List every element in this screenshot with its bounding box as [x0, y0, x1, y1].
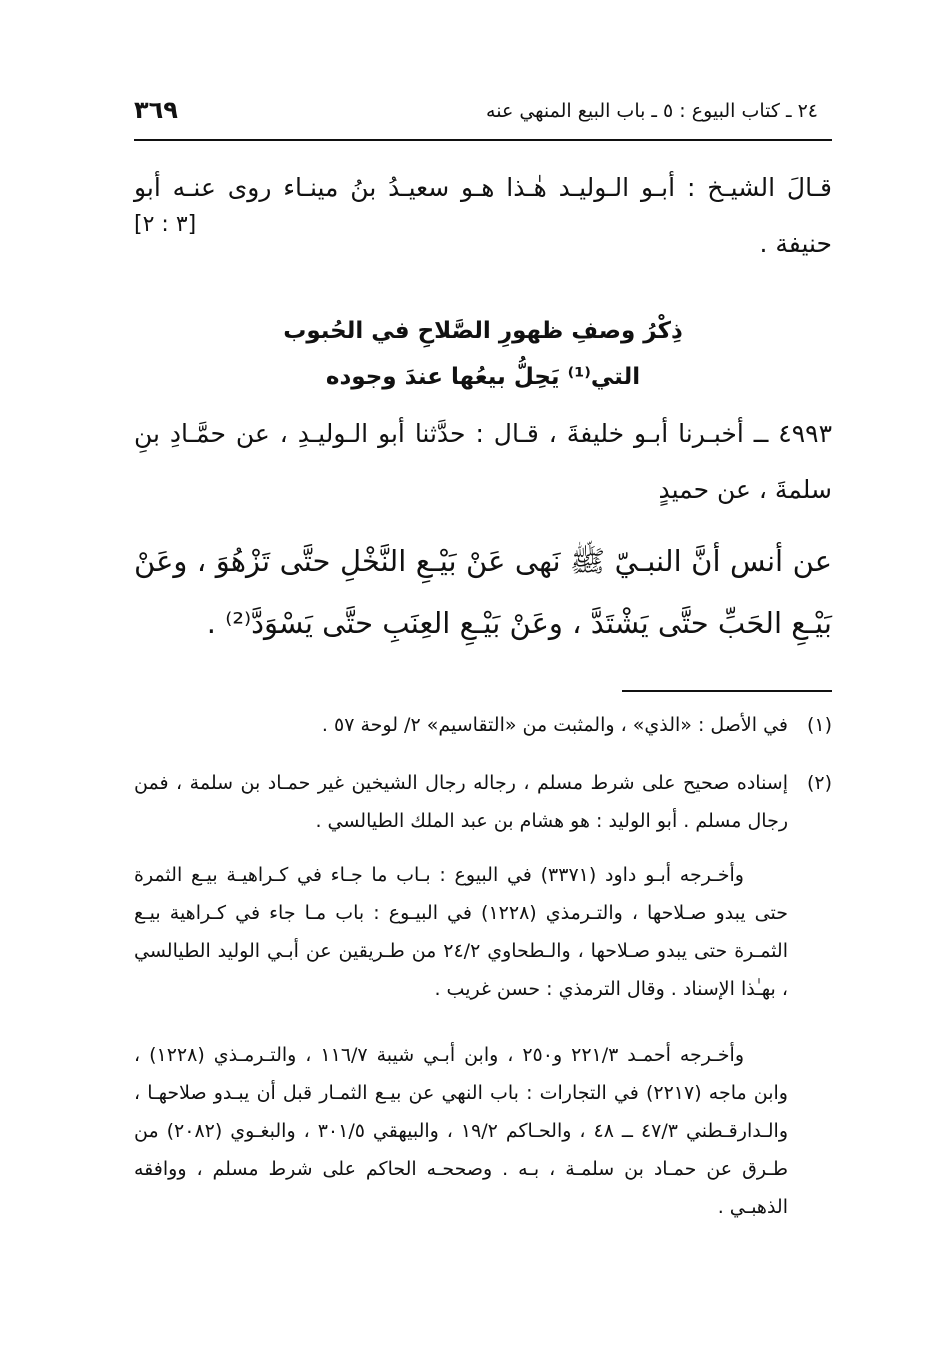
page-header	[134, 96, 818, 136]
hadith-isnad	[134, 406, 832, 518]
footnote-1-text: في الأصل : «الذي» ، والمثبت من «التقاسيم» ٢/ لوحة ٥٧ .	[321, 714, 788, 736]
isnad-text: ٤٩٩٣ ــ أخبـرنا أبـو خليفةَ ، قـال : حدَّثنا أبو الـوليـدِ ، عن حمَّـادِ بنِ سلمةَ ، عن حميدٍ	[134, 419, 832, 504]
opening-text: قـالَ الشيـخ : أبـو الـوليـد هٰـذا هـو سعيـدُ بنُ مينـاء روى عنـه أبو حنيفة .	[134, 173, 832, 258]
matn-text: عن أنس أنَّ النبـيّ ﷺ نَهى عَنْ بَيْـعِ النَّخْلِ حتَّى تَزْهُوَ ، وعَنْ بَيْـعِ الحَبِّ حتَّى يَشْتَدَّ ، وعَنْ بَيْـعِ العِنَبِ حتَّى يَسْوَدَّ⁽²⁾ .	[134, 544, 832, 640]
reference-tag: [٣ : ٢]	[134, 212, 197, 237]
opening-paragraph	[134, 160, 832, 272]
footnote-2-number: (٢)	[806, 772, 832, 794]
page-number: ٣٦٩	[134, 96, 178, 124]
footnote-2-paragraph-2	[134, 1036, 832, 1226]
footnote-rule	[622, 690, 832, 692]
footnote-1	[134, 706, 832, 744]
section-title-line-2: التي⁽¹⁾ يَحِلُّ بيعُها عندَ وجوده	[325, 364, 641, 390]
footnote-2-paragraph-1-text: وأخـرجه أبـو داود (٣٣٧١) في البيوع : بـاب ما جـاء في كـراهيـة بيـع الثمرة حتى يبدو صـلاحها ، والتـرمذي (١٢٢٨) في البيـوع : باب مـا جاء في كـراهية بيـع الثمـرة حتى يبدو صـلاحها ، والـطحاوي ٢٤/٢ من طـريقين عن أبـي الوليد الطيالسي ، بهـٰذا الإسناد . وقال الترمذي : حسن غريب .	[134, 864, 788, 1000]
hadith-matn	[134, 530, 832, 654]
section-title-line-1: ذِكْرُ وصفِ ظهورِ الصَّلاحِ في الحُبوب	[283, 318, 683, 344]
footnote-2-text: إسناده صحيح على شرط مسلم ، رجاله رجال الشيخين غير حمـاد بن سلمة ، فمن رجال مسلم . أبو الوليد : هو هشام بن عبد الملك الطيالسي .	[134, 772, 788, 832]
footnote-2-paragraph-2-text: وأخـرجه أحمـد ٢٢١/٣ و٢٥٠ ، وابن أبـي شيبة ١١٦/٧ ، والتـرمـذي (١٢٢٨) ، وابن ماجه (٢٢١٧) في التجارات : باب النهي عن بيـع الثمـار قبل أن يبـدو صلاحهـا ، والـدارقـطني ٤٧/٣ ــ ٤٨ ، والحـاكم ١٩/٢ ، والبيهقي ٣٠١/٥ ، والبغـوي (٢٠٨٢) من طـرق عن حمـاد بن سلمـة ، بـه . وصححـه الحاكم على شرط مسلم ، ووافقه الذهبـي .	[134, 1044, 789, 1218]
footnote-1-number: (١)	[806, 714, 832, 736]
footnote-2	[134, 764, 832, 840]
footnote-2-paragraph-1	[134, 856, 832, 1008]
header-rule	[134, 139, 832, 141]
section-title	[134, 308, 832, 400]
running-head: ٢٤ ـ كتاب البيوع : ٥ ـ باب البيع المنهي عنه	[486, 100, 818, 122]
